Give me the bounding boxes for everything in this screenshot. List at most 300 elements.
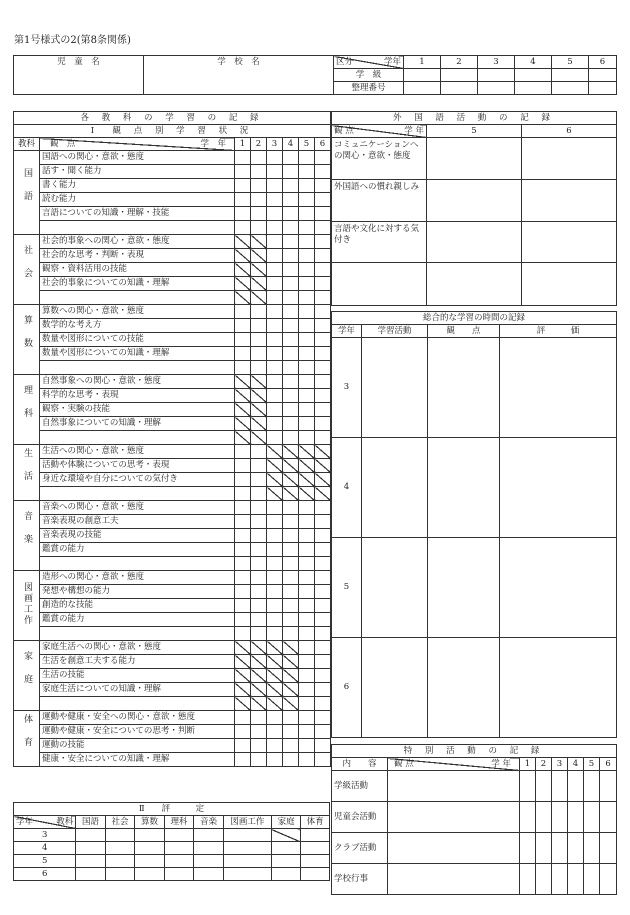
grade-cell[interactable]	[299, 627, 315, 641]
grade-cell[interactable]	[235, 319, 251, 333]
grade-cell[interactable]	[299, 515, 315, 529]
grade-cell[interactable]	[235, 557, 251, 571]
grade-cell[interactable]	[251, 333, 267, 347]
grade-cell[interactable]	[251, 599, 267, 613]
grade-cell[interactable]	[267, 599, 283, 613]
grade-cell[interactable]	[267, 515, 283, 529]
grade-cell[interactable]	[267, 431, 283, 445]
grade-cell[interactable]	[299, 585, 315, 599]
eval-cell[interactable]	[194, 842, 224, 855]
grade-cell[interactable]	[299, 165, 315, 179]
grade-cell[interactable]	[283, 431, 299, 445]
grade-cell[interactable]	[299, 641, 315, 655]
grade-cell[interactable]	[251, 193, 267, 207]
int-cell[interactable]	[428, 538, 500, 638]
int-cell[interactable]	[428, 438, 500, 538]
grade-cell[interactable]	[299, 431, 315, 445]
grade-cell[interactable]	[299, 753, 315, 767]
grade-cell[interactable]	[315, 333, 331, 347]
foreign-cell[interactable]	[427, 263, 522, 306]
grade-cell[interactable]	[299, 347, 315, 361]
special-grade-cell[interactable]	[600, 864, 617, 895]
grade-cell[interactable]	[299, 263, 315, 277]
roll-cell[interactable]	[404, 82, 441, 95]
grade-cell[interactable]	[315, 235, 331, 249]
special-grade-cell[interactable]	[568, 864, 584, 895]
grade-cell[interactable]	[299, 389, 315, 403]
grade-cell[interactable]	[299, 571, 315, 585]
grade-cell[interactable]	[299, 711, 315, 725]
grade-cell[interactable]	[283, 277, 299, 291]
foreign-cell[interactable]	[522, 138, 617, 180]
grade-cell[interactable]	[235, 599, 251, 613]
grade-cell[interactable]	[315, 291, 331, 305]
grade-cell[interactable]	[235, 515, 251, 529]
foreign-cell[interactable]	[427, 222, 522, 263]
eval-cell[interactable]	[135, 829, 165, 842]
int-cell[interactable]	[362, 438, 428, 538]
class-cell[interactable]	[478, 69, 515, 82]
int-cell[interactable]	[500, 638, 617, 738]
grade-cell[interactable]	[315, 529, 331, 543]
grade-cell[interactable]	[251, 501, 267, 515]
special-grade-cell[interactable]	[568, 802, 584, 833]
grade-cell[interactable]	[251, 529, 267, 543]
grade-cell[interactable]	[235, 333, 251, 347]
special-grade-cell[interactable]	[584, 864, 600, 895]
grade-cell[interactable]	[315, 361, 331, 375]
grade-cell[interactable]	[283, 627, 299, 641]
special-grade-cell[interactable]	[568, 833, 584, 864]
grade-cell[interactable]	[283, 249, 299, 263]
grade-cell[interactable]	[235, 613, 251, 627]
special-view-cell[interactable]	[388, 864, 520, 895]
grade-cell[interactable]	[251, 543, 267, 557]
special-grade-cell[interactable]	[584, 833, 600, 864]
special-grade-cell[interactable]	[520, 802, 536, 833]
grade-cell[interactable]	[235, 305, 251, 319]
grade-cell[interactable]	[299, 655, 315, 669]
grade-cell[interactable]	[235, 221, 251, 235]
eval-cell[interactable]	[223, 855, 271, 868]
grade-cell[interactable]	[283, 613, 299, 627]
grade-cell[interactable]	[251, 627, 267, 641]
eval-cell[interactable]	[105, 868, 135, 881]
grade-cell[interactable]	[251, 739, 267, 753]
grade-cell[interactable]	[315, 697, 331, 711]
grade-cell[interactable]	[315, 669, 331, 683]
grade-cell[interactable]	[315, 319, 331, 333]
grade-cell[interactable]	[299, 305, 315, 319]
special-grade-cell[interactable]	[568, 771, 584, 802]
int-cell[interactable]	[428, 338, 500, 438]
eval-cell[interactable]	[135, 868, 165, 881]
special-view-cell[interactable]	[388, 771, 520, 802]
grade-cell[interactable]	[251, 473, 267, 487]
grade-cell[interactable]	[235, 179, 251, 193]
grade-cell[interactable]	[283, 543, 299, 557]
eval-cell[interactable]	[301, 855, 330, 868]
grade-cell[interactable]	[315, 193, 331, 207]
grade-cell[interactable]	[299, 291, 315, 305]
grade-cell[interactable]	[315, 347, 331, 361]
eval-cell[interactable]	[301, 868, 330, 881]
foreign-cell[interactable]	[427, 180, 522, 222]
eval-cell[interactable]	[76, 868, 106, 881]
grade-cell[interactable]	[283, 389, 299, 403]
eval-cell[interactable]	[164, 855, 194, 868]
grade-cell[interactable]	[283, 375, 299, 389]
special-grade-cell[interactable]	[600, 802, 617, 833]
grade-cell[interactable]	[299, 501, 315, 515]
grade-cell[interactable]	[299, 697, 315, 711]
subject-view-item: 身近な環境や自分についての気付き	[40, 473, 235, 487]
grade-cell[interactable]	[299, 669, 315, 683]
grade-cell[interactable]	[235, 487, 251, 501]
grade-cell[interactable]	[299, 179, 315, 193]
eval-cell[interactable]	[194, 829, 224, 842]
grade-cell[interactable]	[235, 739, 251, 753]
grade-cell[interactable]	[251, 585, 267, 599]
grade-cell[interactable]	[251, 179, 267, 193]
grade-cell[interactable]	[251, 347, 267, 361]
grade-cell[interactable]	[299, 599, 315, 613]
grade-cell[interactable]	[283, 417, 299, 431]
grade-cell[interactable]	[283, 753, 299, 767]
grade-cell[interactable]	[235, 445, 251, 459]
grade-cell[interactable]	[251, 711, 267, 725]
class-cell[interactable]	[515, 69, 552, 82]
grade-cell[interactable]	[251, 221, 267, 235]
grade-cell[interactable]	[251, 557, 267, 571]
grade-cell[interactable]	[315, 725, 331, 739]
int-cell[interactable]	[500, 338, 617, 438]
grade-cell[interactable]	[315, 165, 331, 179]
grade-cell[interactable]	[235, 543, 251, 557]
grade-cell[interactable]	[267, 725, 283, 739]
grade-cell[interactable]	[283, 599, 299, 613]
grade-cell[interactable]	[267, 543, 283, 557]
grade-cell[interactable]	[315, 263, 331, 277]
grade-cell[interactable]	[267, 753, 283, 767]
grade-cell[interactable]	[283, 221, 299, 235]
special-grade-cell[interactable]	[536, 802, 552, 833]
eval-cell[interactable]	[105, 842, 135, 855]
grade-cell[interactable]	[315, 151, 331, 165]
foreign-cell[interactable]	[522, 222, 617, 263]
grade-cell[interactable]	[299, 417, 315, 431]
grade-cell[interactable]	[251, 571, 267, 585]
eval-cell[interactable]	[76, 829, 106, 842]
grade-cell[interactable]	[267, 319, 283, 333]
grade-cell[interactable]	[283, 165, 299, 179]
int-cell[interactable]	[362, 538, 428, 638]
special-grade-cell[interactable]	[552, 833, 568, 864]
int-cell[interactable]	[500, 538, 617, 638]
grade-cell[interactable]	[283, 235, 299, 249]
grade-cell[interactable]	[283, 193, 299, 207]
eval-cell[interactable]	[223, 868, 271, 881]
grade-cell[interactable]	[315, 599, 331, 613]
grade-cell[interactable]	[315, 543, 331, 557]
eval-cell[interactable]	[76, 842, 106, 855]
grade-cell[interactable]	[315, 585, 331, 599]
grade-cell[interactable]	[299, 557, 315, 571]
grade-cell[interactable]	[299, 333, 315, 347]
grade-cell[interactable]	[283, 711, 299, 725]
grade-cell[interactable]	[299, 613, 315, 627]
grade-cell[interactable]	[267, 627, 283, 641]
grade-cell[interactable]	[267, 333, 283, 347]
grade-cell[interactable]	[283, 179, 299, 193]
grade-cell[interactable]	[267, 151, 283, 165]
eval-cell[interactable]	[194, 868, 224, 881]
grade-cell[interactable]	[235, 585, 251, 599]
grade-cell[interactable]	[267, 361, 283, 375]
grade-cell[interactable]	[283, 319, 299, 333]
special-grade-cell[interactable]	[536, 864, 552, 895]
eval-cell[interactable]	[223, 829, 271, 842]
grade-cell[interactable]	[235, 753, 251, 767]
eval-cell[interactable]	[105, 855, 135, 868]
grade-cell[interactable]	[267, 235, 283, 249]
grade-cell[interactable]	[251, 459, 267, 473]
special-view-cell[interactable]	[388, 833, 520, 864]
grade-cell[interactable]	[283, 571, 299, 585]
special-grade-cell[interactable]	[600, 833, 617, 864]
int-cell[interactable]	[362, 338, 428, 438]
grade-cell[interactable]	[267, 291, 283, 305]
special-grade-cell[interactable]	[552, 864, 568, 895]
grade-cell[interactable]	[299, 193, 315, 207]
grade-cell[interactable]	[283, 529, 299, 543]
grade-cell[interactable]	[267, 277, 283, 291]
grade-cell[interactable]	[299, 683, 315, 697]
eval-cell[interactable]	[164, 868, 194, 881]
special-grade-cell[interactable]	[520, 864, 536, 895]
grade-cell[interactable]	[299, 319, 315, 333]
grade-cell[interactable]	[267, 263, 283, 277]
special-grade-cell[interactable]	[536, 771, 552, 802]
grade-cell[interactable]	[267, 613, 283, 627]
grade-cell[interactable]	[283, 207, 299, 221]
grade-cell[interactable]	[235, 347, 251, 361]
grade-cell[interactable]	[251, 361, 267, 375]
grade-cell[interactable]	[235, 473, 251, 487]
grade-cell[interactable]	[251, 613, 267, 627]
grade-cell[interactable]	[267, 165, 283, 179]
grade-cell[interactable]	[251, 165, 267, 179]
grade-cell[interactable]	[315, 417, 331, 431]
special-grade-cell[interactable]	[600, 771, 617, 802]
grade-cell[interactable]	[315, 221, 331, 235]
grade-cell[interactable]	[267, 417, 283, 431]
grade-cell[interactable]	[315, 305, 331, 319]
grade-cell[interactable]	[283, 361, 299, 375]
grade-cell[interactable]	[283, 263, 299, 277]
grade-cell[interactable]	[267, 529, 283, 543]
grade-cell[interactable]	[235, 627, 251, 641]
int-cell[interactable]	[362, 638, 428, 738]
eval-cell[interactable]	[76, 855, 106, 868]
eval-cell[interactable]	[301, 842, 330, 855]
grade-cell[interactable]	[251, 305, 267, 319]
eval-cell[interactable]	[301, 829, 330, 842]
grade-cell[interactable]	[267, 193, 283, 207]
eval-cell[interactable]	[271, 868, 301, 881]
eval-cell[interactable]	[135, 855, 165, 868]
grade-cell[interactable]	[315, 277, 331, 291]
grade-cell[interactable]	[267, 711, 283, 725]
grade-cell[interactable]	[267, 221, 283, 235]
grade-cell[interactable]	[315, 389, 331, 403]
grade-cell[interactable]	[299, 725, 315, 739]
eval-cell[interactable]	[271, 842, 301, 855]
eval-cell[interactable]	[135, 842, 165, 855]
grade-cell[interactable]	[299, 221, 315, 235]
grade-cell[interactable]	[235, 529, 251, 543]
roll-cell[interactable]	[515, 82, 552, 95]
grade-cell[interactable]	[315, 655, 331, 669]
grade-cell[interactable]	[235, 711, 251, 725]
grade-cell[interactable]	[315, 739, 331, 753]
grade-cell[interactable]	[283, 151, 299, 165]
grade-cell[interactable]	[267, 571, 283, 585]
grade-cell[interactable]	[299, 543, 315, 557]
grade-cell[interactable]	[315, 207, 331, 221]
grade-cell[interactable]	[283, 501, 299, 515]
grade-cell[interactable]	[267, 305, 283, 319]
class-cell[interactable]	[589, 69, 617, 82]
special-view-cell[interactable]	[388, 802, 520, 833]
grade-cell[interactable]	[315, 375, 331, 389]
grade-cell[interactable]	[235, 193, 251, 207]
grade-cell[interactable]	[315, 711, 331, 725]
int-cell[interactable]	[500, 438, 617, 538]
roll-cell[interactable]	[478, 82, 515, 95]
grade-cell[interactable]	[315, 753, 331, 767]
grade-cell[interactable]	[299, 207, 315, 221]
grade-cell[interactable]	[315, 627, 331, 641]
class-cell[interactable]	[552, 69, 589, 82]
class-cell[interactable]	[404, 69, 441, 82]
grade-cell[interactable]	[315, 557, 331, 571]
grade-cell[interactable]	[315, 501, 331, 515]
grade-cell[interactable]	[299, 361, 315, 375]
grade-cell[interactable]	[315, 403, 331, 417]
grade-cell[interactable]	[267, 389, 283, 403]
grade-cell[interactable]	[251, 319, 267, 333]
grade-cell[interactable]	[283, 725, 299, 739]
foreign-cell[interactable]	[427, 138, 522, 180]
grade-cell[interactable]	[235, 571, 251, 585]
roll-cell[interactable]	[552, 82, 589, 95]
grade-cell[interactable]	[235, 361, 251, 375]
grade-cell[interactable]	[299, 529, 315, 543]
special-grade-cell[interactable]	[584, 802, 600, 833]
eval-cell[interactable]	[271, 855, 301, 868]
grade-cell[interactable]	[299, 375, 315, 389]
grade-cell[interactable]	[251, 725, 267, 739]
grade-cell[interactable]	[267, 375, 283, 389]
grade-cell[interactable]	[299, 235, 315, 249]
grade-cell[interactable]	[283, 739, 299, 753]
grade-cell[interactable]	[267, 403, 283, 417]
grade-cell[interactable]	[235, 459, 251, 473]
grade-cell[interactable]	[267, 585, 283, 599]
grade-cell[interactable]	[283, 585, 299, 599]
special-grade-cell[interactable]	[520, 833, 536, 864]
grade-cell[interactable]	[315, 515, 331, 529]
grade-cell[interactable]	[251, 207, 267, 221]
special-grade-cell[interactable]	[552, 771, 568, 802]
grade-cell[interactable]	[315, 571, 331, 585]
grade-cell[interactable]	[235, 165, 251, 179]
int-cell[interactable]	[428, 638, 500, 738]
grade-cell[interactable]	[315, 683, 331, 697]
eval-cell[interactable]	[164, 829, 194, 842]
grade-cell[interactable]	[299, 403, 315, 417]
special-grade-cell[interactable]	[552, 802, 568, 833]
grade-cell[interactable]	[251, 487, 267, 501]
special-grade-cell[interactable]	[520, 771, 536, 802]
eval-cell[interactable]	[194, 855, 224, 868]
grade-cell[interactable]	[235, 725, 251, 739]
grade-cell[interactable]	[251, 151, 267, 165]
grade-cell[interactable]	[267, 249, 283, 263]
grade-cell[interactable]	[299, 249, 315, 263]
grade-cell[interactable]	[251, 515, 267, 529]
grade-cell[interactable]	[267, 179, 283, 193]
grade-cell[interactable]	[315, 431, 331, 445]
eval-cell[interactable]	[164, 842, 194, 855]
special-grade-cell[interactable]	[536, 833, 552, 864]
grade-cell[interactable]	[267, 207, 283, 221]
grade-cell[interactable]	[267, 739, 283, 753]
grade-cell[interactable]	[283, 305, 299, 319]
grade-cell[interactable]	[283, 515, 299, 529]
grade-cell[interactable]	[267, 557, 283, 571]
eval-cell[interactable]	[223, 842, 271, 855]
eval-cell[interactable]	[105, 829, 135, 842]
grade-cell[interactable]	[283, 347, 299, 361]
grade-cell[interactable]	[315, 249, 331, 263]
grade-cell[interactable]	[235, 501, 251, 515]
grade-cell[interactable]	[283, 403, 299, 417]
grade-cell[interactable]	[315, 613, 331, 627]
grade-cell[interactable]	[235, 151, 251, 165]
grade-cell[interactable]	[299, 151, 315, 165]
grade-cell[interactable]	[267, 501, 283, 515]
grade-cell[interactable]	[315, 641, 331, 655]
grade-cell[interactable]	[235, 207, 251, 221]
roll-cell[interactable]	[441, 82, 478, 95]
grade-cell[interactable]	[299, 277, 315, 291]
foreign-cell[interactable]	[522, 263, 617, 306]
grade-cell[interactable]	[283, 557, 299, 571]
grade-cell[interactable]	[283, 333, 299, 347]
grade-cell[interactable]	[251, 753, 267, 767]
foreign-cell[interactable]	[522, 180, 617, 222]
grade-cell[interactable]	[267, 347, 283, 361]
grade-cell[interactable]	[283, 291, 299, 305]
special-grade-cell[interactable]	[584, 771, 600, 802]
grade-cell[interactable]	[299, 739, 315, 753]
roll-cell[interactable]	[589, 82, 617, 95]
grade-cell[interactable]	[315, 179, 331, 193]
class-cell[interactable]	[441, 69, 478, 82]
grade-cell[interactable]	[251, 445, 267, 459]
